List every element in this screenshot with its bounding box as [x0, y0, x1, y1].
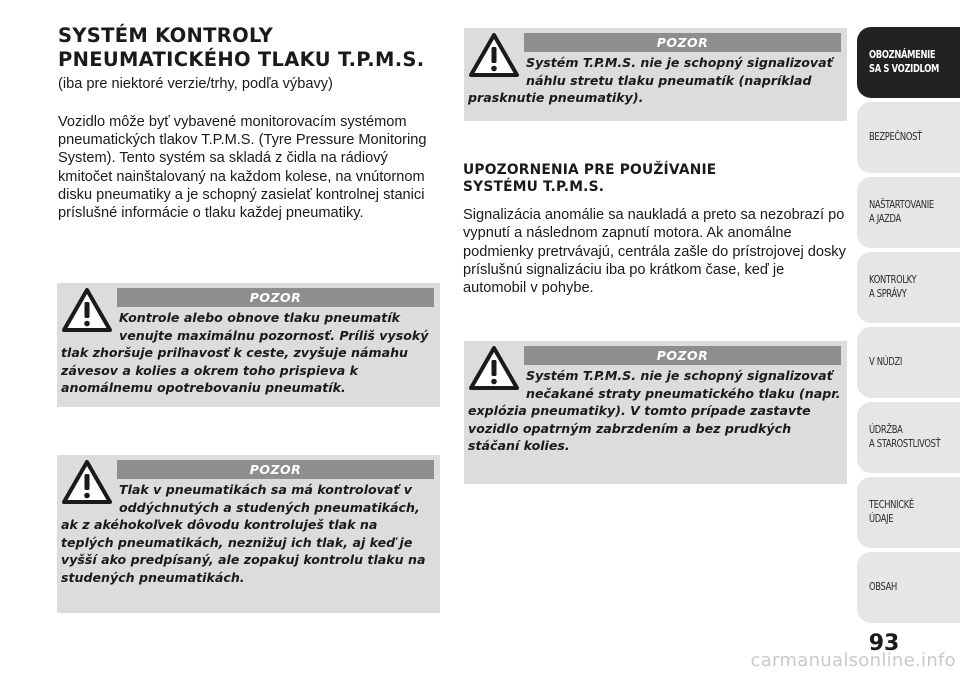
sidebar-tab-bezpecnost[interactable]: [857, 102, 960, 173]
sidebar-tab-label: OBSAH: [869, 581, 897, 593]
chapter-sidebar: [857, 27, 960, 623]
sidebar-tab-label: BEZPEČNOSŤ: [869, 131, 922, 143]
sidebar-tab-obsah[interactable]: [857, 552, 960, 623]
page-title-line1: SYSTÉM KONTROLY: [58, 24, 274, 47]
sidebar-tab-udrzba[interactable]: [857, 402, 960, 473]
section-title-line1: UPOZORNENIA PRE POUŽÍVANIE: [463, 162, 717, 178]
warning-label: POZOR: [117, 288, 434, 307]
sidebar-tab-nastartovanie[interactable]: [857, 177, 960, 248]
sidebar-tab-technicke[interactable]: [857, 477, 960, 548]
warning-label: POZOR: [524, 346, 841, 365]
page-title: [58, 24, 440, 72]
sidebar-tab-v-nudzi[interactable]: [857, 327, 960, 398]
warning-label: POZOR: [524, 33, 841, 52]
warning-text: Systém T.P.M.S. nie je schopný signalizovať náhlu stretu tlaku pneumatík (napríklad prasknutie pneumatiky).: [468, 55, 833, 105]
sidebar-tab-kontrolky[interactable]: [857, 252, 960, 323]
warning-box: [464, 28, 847, 121]
warning-text: Systém T.P.M.S. nie je schopný signalizovať nečakané straty pneumatického tlaku (napr. explózia pneumatiky). V tomto prípade zastavte vozidlo opatrným zabrzdením a bez prudkých stáčaní kolies.: [468, 368, 841, 453]
warning-box: [57, 455, 440, 613]
sidebar-tab-label: TECHNICKÉ ÚDAJE: [869, 499, 914, 525]
sidebar-tab-label: V NÚDZI: [869, 356, 903, 368]
sidebar-tab-label: KONTROLKY A SPRÁVY: [869, 274, 917, 300]
intro-paragraph: Vozidlo môže byť vybavené monitorovacím systémom pneumatických tlakov T.P.M.S. (Tyre Pressure Monitoring System). Tento systém sa skladá z čidla na rádiový kmitočet nainštalovaný na každom kolese, na vnútornom disku pneumatiky a je schopný zasielať kontrolnej stanici príslušné informácie o tlaku každej pneumatiky.: [58, 114, 427, 222]
sidebar-tab-label: ÚDRŽBA A STAROSTLIVOSŤ: [869, 424, 941, 450]
warning-text: Tlak v pneumatikách sa má kontrolovať v oddýchnutých a studených pneumatikách, ak z akéhokoľvek dôvodu kontroluješ tlak na teplých pneumatikách, neznižuj ich tlak, aj keď je vyšší ako predpísaný, ale zopakuj kontrolu tlaku na studených pneumatikách.: [61, 482, 426, 585]
sidebar-tab-label: NAŠTARTOVANIE A JAZDA: [869, 199, 934, 225]
sidebar-tab-label: OBOZNÁMENIE SA S VOZIDLOM: [869, 49, 940, 75]
warning-box: [57, 283, 440, 407]
section-title: [463, 162, 847, 196]
warning-text: Kontrole alebo obnove tlaku pneumatík venujte maximálnu pozornosť. Príliš vysoký tlak zhoršuje priľnavosť k ceste, zvyšuje námahu závesov a kolies a okrem toho prispieva k anomálnemu opotrebovaniu pneumatík.: [61, 310, 429, 395]
page-subtitle: (iba pre niektoré verzie/trhy, podľa výbavy): [58, 76, 333, 92]
page-number: 93: [868, 631, 900, 656]
section-paragraph: Signalizácia anomálie sa naukladá a preto sa nezobrazí po vypnutí a následnom zapnutí motora. Ak anomálne podmienky pretrvávajú, centrála zašle do prístrojovej dosky príslušnú signalizáciu iba po krátkom čase, keď je automobil v pohybe.: [463, 207, 846, 297]
warning-label: POZOR: [117, 460, 434, 479]
sidebar-tab-oboznamenie[interactable]: [857, 27, 960, 98]
warning-box: [464, 341, 847, 484]
watermark: carmanualsonline.info: [750, 650, 956, 671]
section-title-line2: SYSTÉMU T.P.M.S.: [463, 179, 605, 195]
page-title-line2: PNEUMATICKÉHO TLAKU T.P.M.S.: [58, 48, 425, 71]
